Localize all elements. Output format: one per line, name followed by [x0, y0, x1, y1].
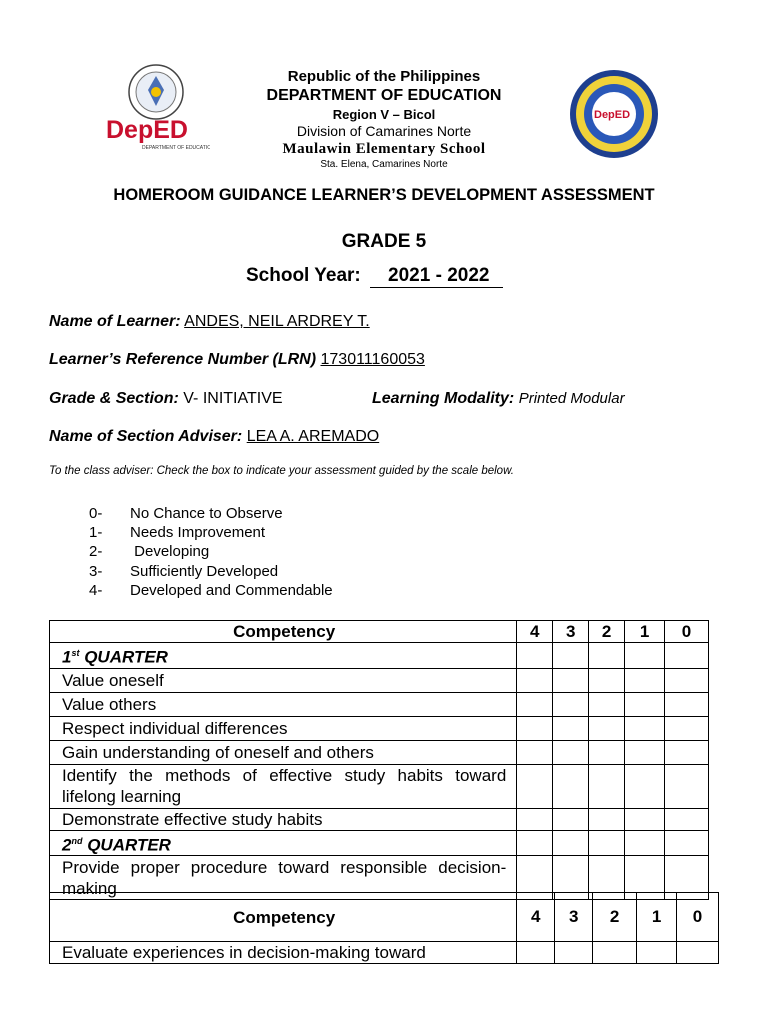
- modality-value: Printed Modular: [518, 390, 625, 407]
- lrn-row: [49, 351, 425, 369]
- rating-checkbox[interactable]: [665, 716, 709, 740]
- rating-checkbox[interactable]: [625, 830, 665, 856]
- lrn-value: 173011160053: [320, 351, 425, 368]
- modality-row: [372, 390, 625, 408]
- competency-cell: Respect individual differences: [50, 716, 517, 740]
- grade-section-label: Grade & Section:: [49, 390, 179, 407]
- division-line: Division of Camarines Norte: [296, 123, 472, 139]
- rating-checkbox[interactable]: [625, 716, 665, 740]
- school-year-label: School Year:: [246, 265, 361, 286]
- svg-text:DepED: DepED: [594, 109, 631, 121]
- rating-checkbox[interactable]: [553, 830, 589, 856]
- rating-header: 1: [625, 621, 665, 643]
- department-line: DEPARTMENT OF EDUCATION: [266, 87, 502, 104]
- rating-checkbox[interactable]: [517, 942, 555, 964]
- rating-checkbox[interactable]: [589, 668, 625, 692]
- grade-heading: GRADE 5: [341, 231, 427, 252]
- competency-table: [49, 620, 709, 900]
- region-line: Region V – Bicol: [332, 107, 436, 122]
- learner-name-row: [49, 313, 370, 331]
- rating-checkbox[interactable]: [665, 764, 709, 808]
- rating-checkbox[interactable]: [665, 643, 709, 669]
- school-name: Maulawin Elementary School: [282, 141, 486, 157]
- rating-checkbox[interactable]: [625, 764, 665, 808]
- rating-header: 2: [593, 893, 637, 942]
- competency-header: Competency: [50, 893, 517, 942]
- rating-checkbox[interactable]: [665, 808, 709, 830]
- competency-cell: Gain understanding of oneself and others: [50, 740, 517, 764]
- table-row: [50, 740, 709, 764]
- table-row: [50, 692, 709, 716]
- rating-checkbox[interactable]: [625, 808, 665, 830]
- scale-item: 0- No Chance to Observe: [89, 505, 283, 522]
- rating-checkbox[interactable]: [625, 692, 665, 716]
- learner-name-label: Name of Learner:: [49, 313, 181, 330]
- rating-checkbox[interactable]: [677, 942, 719, 964]
- competency-header: Competency: [50, 621, 517, 643]
- rating-checkbox[interactable]: [589, 643, 625, 669]
- rating-checkbox[interactable]: [553, 740, 589, 764]
- scale-item: 2- Developing: [89, 543, 210, 560]
- table-row: [50, 764, 709, 808]
- instruction-text: To the class adviser: Check the box to indicate your assessment guided by the scale below.: [49, 465, 514, 477]
- rating-checkbox[interactable]: [589, 692, 625, 716]
- rating-checkbox[interactable]: [589, 808, 625, 830]
- republic-line: Republic of the Philippines: [287, 68, 481, 85]
- rating-header: 2: [589, 621, 625, 643]
- rating-checkbox[interactable]: [553, 764, 589, 808]
- modality-label: Learning Modality:: [372, 390, 515, 407]
- rating-header: 1: [637, 893, 677, 942]
- rating-checkbox[interactable]: [517, 830, 553, 856]
- rating-checkbox[interactable]: [517, 740, 553, 764]
- table-row: [50, 942, 719, 964]
- scale-item: 4- Developed and Commendable: [89, 582, 333, 599]
- competency-cell: Value oneself: [50, 668, 517, 692]
- rating-checkbox[interactable]: [517, 764, 553, 808]
- rating-checkbox[interactable]: [665, 830, 709, 856]
- table-header-row: [50, 893, 719, 942]
- table-row: [50, 668, 709, 692]
- quarter-label-2: 2nd QUARTER: [50, 830, 517, 856]
- rating-checkbox[interactable]: [553, 808, 589, 830]
- rating-header: 3: [555, 893, 593, 942]
- rating-header: 0: [677, 893, 719, 942]
- quarter-row: [50, 830, 709, 856]
- rating-checkbox[interactable]: [637, 942, 677, 964]
- rating-header: 4: [517, 621, 553, 643]
- rating-checkbox[interactable]: [625, 643, 665, 669]
- rating-checkbox[interactable]: [665, 692, 709, 716]
- competency-cell: Demonstrate effective study habits: [50, 808, 517, 830]
- adviser-value: LEA A. AREMADO: [246, 428, 380, 445]
- document-title: HOMEROOM GUIDANCE LEARNER’S DEVELOPMENT ASSESSMENT: [113, 186, 655, 204]
- rating-checkbox[interactable]: [553, 692, 589, 716]
- rating-checkbox[interactable]: [517, 668, 553, 692]
- rating-checkbox[interactable]: [553, 716, 589, 740]
- competency-table-2: [49, 892, 719, 964]
- rating-checkbox[interactable]: [553, 668, 589, 692]
- school-year-value: 2021 - 2022: [370, 265, 503, 288]
- competency-cell: Provide proper procedure toward responsible decision-making: [50, 856, 517, 900]
- competency-cell: Evaluate experiences in decision-making toward: [50, 942, 517, 964]
- rating-checkbox[interactable]: [589, 740, 625, 764]
- rating-checkbox[interactable]: [665, 668, 709, 692]
- lrn-label: Learner’s Reference Number (LRN): [49, 351, 317, 368]
- rating-checkbox[interactable]: [517, 692, 553, 716]
- grade-section-value: V- INITIATIVE: [183, 390, 283, 407]
- rating-checkbox[interactable]: [665, 740, 709, 764]
- svg-text:DEPARTMENT OF EDUCATION: DEPARTMENT OF EDUCATION: [142, 145, 210, 151]
- rating-checkbox[interactable]: [625, 668, 665, 692]
- grade-section-row: [49, 390, 283, 408]
- rating-checkbox[interactable]: [517, 808, 553, 830]
- table-header-row: [50, 621, 709, 643]
- svg-text:DepED: DepED: [106, 116, 188, 144]
- rating-checkbox[interactable]: [553, 643, 589, 669]
- table-row: [50, 716, 709, 740]
- school-year: [246, 265, 503, 288]
- table-row: [50, 808, 709, 830]
- quarter-row: [50, 643, 709, 669]
- rating-checkbox[interactable]: [517, 643, 553, 669]
- competency-cell: Value others: [50, 692, 517, 716]
- rating-checkbox[interactable]: [589, 830, 625, 856]
- adviser-label: Name of Section Adviser:: [49, 428, 243, 445]
- rating-header: 0: [665, 621, 709, 643]
- school-address: Sta. Elena, Camarines Norte: [320, 159, 448, 170]
- scale-item: 1- Needs Improvement: [89, 524, 266, 541]
- rating-checkbox[interactable]: [593, 942, 637, 964]
- rating-checkbox[interactable]: [517, 716, 553, 740]
- rating-checkbox[interactable]: [589, 716, 625, 740]
- competency-cell: Identify the methods of effective study habits toward lifelong learning: [50, 764, 517, 808]
- adviser-row: [49, 428, 379, 446]
- rating-checkbox[interactable]: [555, 942, 593, 964]
- rating-header: 4: [517, 893, 555, 942]
- quarter-label-1: 1st QUARTER: [50, 643, 517, 669]
- learner-name-value: ANDES, NEIL ARDREY T.: [184, 313, 370, 330]
- scale-item: 3- Sufficiently Developed: [89, 563, 279, 580]
- rating-checkbox[interactable]: [625, 740, 665, 764]
- rating-checkbox[interactable]: [589, 764, 625, 808]
- rating-header: 3: [553, 621, 589, 643]
